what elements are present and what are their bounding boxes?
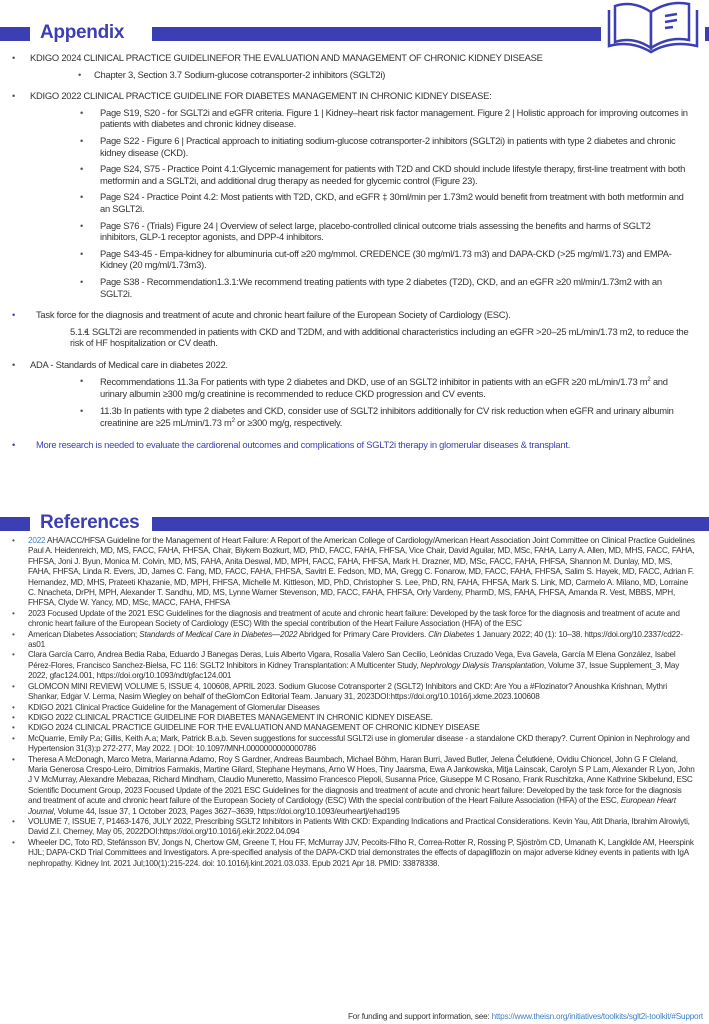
reference-item: • KDIGO 2021 Clinical Practice Guideline for the Management of Glomerular Diseases xyxy=(0,703,700,713)
appendix-subitem: • Page S24 - Practice Point 4.2: Most patients with T2D, CKD, and eGFR ‡ 30ml/min per 1.73m2 would benefit from treatment with both metformin and an SGLT2i. xyxy=(30,191,700,214)
appendix-item xyxy=(0,90,700,299)
appendix-subitem: • Page S22 - Figure 6 | Practical approach to initiating sodium-glucose cotransporter-2 inhibitors (SGLT2i) in patients with type 2 diabetes and chronic kidney disease (CKD). xyxy=(30,135,700,158)
reference-item: • 2023 Focused Update of the 2021 ESC Guidelines for the diagnosis and treatment of acute and chronic heart failure: Developed by the task force for the diagnosis and treatment of acute and chronic heart failure of the European Society of Cardiology (ESC) With the special contribution of the Heart Failure Association (HFA) of the ESC xyxy=(0,609,700,630)
appendix-subitem: • Page S43-45 - Empa-kidney for albuminuria cut-off ≥20 mg/mmol. CREDENCE (30 mg/ml/1.73 m3) and DAPA-CKD (>25 mg/ml/1.73) and EMPA-Kidney (20 mg/ml/1.73m3). xyxy=(30,248,700,271)
appendix-item xyxy=(0,52,700,80)
support-link[interactable]: https://www.theisn.org/initiatives/toolkits/sglt2i-toolkit/#Support xyxy=(491,1012,703,1021)
reference-item: • GLOMCON MINI REVIEW| VOLUME 5, ISSUE 4, 100608, APRIL 2023. Sodium Glucose Cotransporter 2 (SGLT2) Inhibitors and CKD: Are You a #Flozinator? Anoushka Krishnan, Mythri Shankar, Edgar V. Lerma, Nasim Wiegley on behalf of theGlomCon Editorial Team. January 31, 2023DOI:https://doi.org/10.1016/j.xkme.2023.100608 xyxy=(0,682,700,703)
references-title: References xyxy=(40,512,140,533)
appendix-subitem: • Page S24, S75 - Practice Point 4.1:Glycemic management for patients with T2D and CKD should include lifestyle therapy, first-line treatment with both metformin and a SGLT2i, and additional drug therapy as needed for glycemic control (Figure 23). xyxy=(30,163,700,186)
footer xyxy=(348,1012,703,1021)
appendix-item-text: ADA - Standards of Medical care in diabetes 2022. xyxy=(30,358,228,370)
header-bar-left xyxy=(0,27,30,41)
reference-item: • VOLUME 7, ISSUE 7, P1463-1476, JULY 2022, Prescribing SGLT2 Inhibitors in Patients With CKD: Expanding Indications and Practical Considerations. Kevin Yau, Atit Dharia, Ibrahim Alrowiyti, David Z.I. Cherney, May 05, 2022DOI:https://doi.org/10.1016/j.ekir.2022.04.094 xyxy=(0,817,700,838)
reference-item: • American Diabetes Association; Standards of Medical Care in Diabetes—2022 Abridged for Primary Care Providers. Clin Diabetes 1 January 2022; 40 (1): 10–38. https://doi.org/10.2337/cd22-as01 xyxy=(0,630,700,651)
appendix-item-text: More research is needed to evaluate the cardiorenal outcomes and complications of SGLT2i therapy in glomerular diseases & transplant. xyxy=(36,439,571,451)
appendix-subitem: • Recommendations 11.3a For patients with type 2 diabetes and DKD, use of an SGLT2 inhibitor in patients with an eGFR ≥20 mL/min/1.73 $m^2$ and urinary albumin ≥300 mg/g creatinine is recommended to reduce CKD progression and CV events. xyxy=(30,375,700,399)
reference-item: • KDIGO 2024 CLINICAL PRACTICE GUIDELINE FOR THE EVALUATION AND MANAGEMENT OF CHRONIC KIDNEY DISEASE xyxy=(0,723,700,733)
reference-item: • 2022 AHA/ACC/HFSA Guideline for the Management of Heart Failure: A Report of the American College of Cardiology/American Heart Association Joint Committee on Clinical Practice Guidelines Paul A. Heidenreich, MD, MS, FACC, FAHA, FHFSA, Chair, Biykem Bozkurt, MD, PhD, FACC, FAHA, FHFSA, Vice Chair, David Aguilar, MD, MSc, FAHA, Larry A. Allen, MD, MHS, FACC, FAHA, FHFSA, Joni J. Byun, Monica M. Colvin, MD, MS, FAHA, Anita Deswal, MD, MPH, FACC, FAHA, FHFSA, Mark H. Drazner, MD, MSc, FACC, FAHA, FHFSA, Shannon M. Dunlay, MD, MS, FAHA, FHFSA, Linda R. Evers, JD, James C. Fang, MD, FACC, FAHA, FHFSA, Savitri E. Fedson, MD, MA, Gregg C. Fonarow, MD, FACC, FAHA, FHFSA, Salim S. Hayek, MD, FACC, Adrian F. Hernandez, MD, MHS, Prateeti Khazanie, MD, MPH, FHFSA, Michelle M. Kittleson, MD, PhD, Christopher S. Lee, PhD, RN, FAHA, FHFSA, Mark S. Link, MD, Carmelo A. Milano, MD, Lorraine C. Nnacheta, DrPH, MPH, Alexander T. Sandhu, MD, MS, Lynne Warner Stevenson, MD, FACC, FAHA, FHFSA, Orly Vardeny, PharmD, MS, FAHA, FHFSA, Amanda R. Vest, MBBS, MPH, FHFSA, Clyde W. Yancy, MD, MSc, MACC, FAHA, FHFSA xyxy=(0,536,700,609)
references-list xyxy=(0,536,700,869)
appendix-item xyxy=(0,309,700,349)
header-bar-right xyxy=(152,517,709,531)
appendix-title: Appendix xyxy=(40,22,125,43)
reference-item: • KDIGO 2022 CLINICAL PRACTICE GUIDELINE FOR DIABETES MANAGEMENT IN CHRONIC KIDNEY DISEASE. xyxy=(0,713,700,723)
appendix-item-text: KDIGO 2022 CLINICAL PRACTICE GUIDELINE FOR DIABETES MANAGEMENT IN CHRONIC KIDNEY DISEASE: xyxy=(30,90,492,102)
appendix-subitem: • 11.3b In patients with type 2 diabetes and CKD, consider use of SGLT2 inhibitors additionally for CV risk reduction when eGFR and urinary albumin creatinine are ≥25 mL/min/1.73 $m^2$ or ≥300 mg/g, respectively. xyxy=(30,405,700,429)
appendix-subitem: • Page S19, S20 - for SGLT2i and eGFR criteria. Figure 1 | Kidney–heart risk factor management. Figure 2 | Holistic approach for improving outcomes in patients with diabetes and chronic kidney disease. xyxy=(30,107,700,130)
appendix-item xyxy=(0,439,700,451)
appendix-subitem: • Page S76 - (Trials) Figure 24 | Overview of select large, placebo-controlled clinical outcome trials assessing the benefits and harms of SGLT2 inhibitors, GLP-1 receptor agonists, and DPP-4 inhibitors. xyxy=(30,220,700,243)
appendix-subitem: • 5.1.1 SGLT2i are recommended in patients with CKD and T2DM, and with additional characteristics including an eGFR >20–25 mL/min/1.73 m2, to reduce the risk of HF hospitalization or CV death. xyxy=(36,326,700,349)
appendix-subitem: • Chapter 3, Section 3.7 Sodium-glucose cotransporter-2 inhibitors (SGLT2i) xyxy=(30,69,700,81)
appendix-item xyxy=(0,359,700,429)
appendix-list xyxy=(0,52,700,457)
reference-item: • Clara García Carro, Andrea Bedia Raba, Eduardo J Banegas Deras, Luis Alberto Vigara, Rosalía Valero San Cecilio, Leónidas Cruzado Vega, Eva Gavela, García M Elena González, Isabel Pérez-Flores, Francisco Sanchez-Bielsa, FC 116: SGLT2 Inhibitors in Kidney Transplantation: A Multicenter Study, Nephrology Dialysis Transplantation, Volume 37, Issue Supplement_3, May 2022, gfac124.001, https://doi.org/10.1093/ndt/gfac124.001 xyxy=(0,650,700,681)
reference-item: • Theresa A McDonagh, Marco Metra, Marianna Adamo, Roy S Gardner, Andreas Baumbach, Michael Böhm, Haran Burri, Javed Butler, Jelena Čelutkienė, Ovidiu Chioncel, John G F Cleland, Maria Generosa Crespo-Leiro, Dimitrios Farmakis, Martine Gilard, Stephane Heymans, Arno W Hoes, Tiny Jaarsma, Ewa A Jankowska, Mitja Lainscak, Carolyn S P Lam, Alexander R Lyon, John J V McMurray, Alexandre Mebazaa, Richard Mindham, Claudio Muneretto, Massimo Francesco Piepoli, Susanna Price, Giuseppe M C Rosano, Frank Ruschitzka, Anne Kathrine Skibelund, ESC Scientific Document Group, 2023 Focused Update of the 2021 ESC Guidelines for the diagnosis and treatment of acute and chronic heart failure: Developed by the task force for the diagnosis and treatment of acute and chronic heart failure of the European Society of Cardiology (ESC) With the special contribution of the Heart Failure Association (HFA) of the ESC, European Heart Journal, Volume 44, Issue 37, 1 October 2023, Pages 3627–3639, https://doi.org/10.1093/eurheartj/ehad195 xyxy=(0,755,700,817)
appendix-item-text: KDIGO 2024 CLINICAL PRACTICE GUIDELINEFOR THE EVALUATION AND MANAGEMENT OF CHRONIC KIDNEY DISEASE xyxy=(30,52,543,63)
appendix-subitem: • Page S38 - Recommendation1.3.1:We recommend treating patients with type 2 diabetes (T2D), CKD, and an eGFR ≥20 ml/min/1.73m2 with an SGLT2i. xyxy=(30,276,700,299)
header-bar-left xyxy=(0,517,30,531)
references-header xyxy=(0,512,709,536)
appendix-item-text: Task force for the diagnosis and treatment of acute and chronic heart failure of the European Society of Cardiology (ESC). xyxy=(36,309,511,321)
reference-item: • Wheeler DC, Toto RD, Stefánsson BV, Jongs N, Chertow GM, Greene T, Hou FF, McMurray JJV, Pecoits-Filho R, Correa-Rotter R, Rossing P, Sjöström CD, Umanath K, Langkilde AM, Heerspink HJL; DAPA-CKD Trial Committees and Investigators. A pre-specified analysis of the DAPA-CKD trial demonstrates the effects of dapagliflozin on major adverse kidney events in patients with IgA nephropathy. Kidney Int. 2021 Jul;100(1):215-224. doi: 10.1016/j.kint.2021.03.033. Epub 2021 Apr 18. PMID: 33878338. xyxy=(0,838,700,869)
reference-item: • McQuarrie, Emily P.a; Gillis, Keith A.a; Mark, Patrick B.a,b. Seven suggestions for successful SGLT2i use in glomerular disease - a standalone CKD therapy?. Current Opinion in Nephrology and Hypertension 31(3):p 272-277, May 2022. | DOI: 10.1097/MNH.0000000000000786 xyxy=(0,734,700,755)
footer-text: For funding and support information, see: xyxy=(347,1012,492,1021)
